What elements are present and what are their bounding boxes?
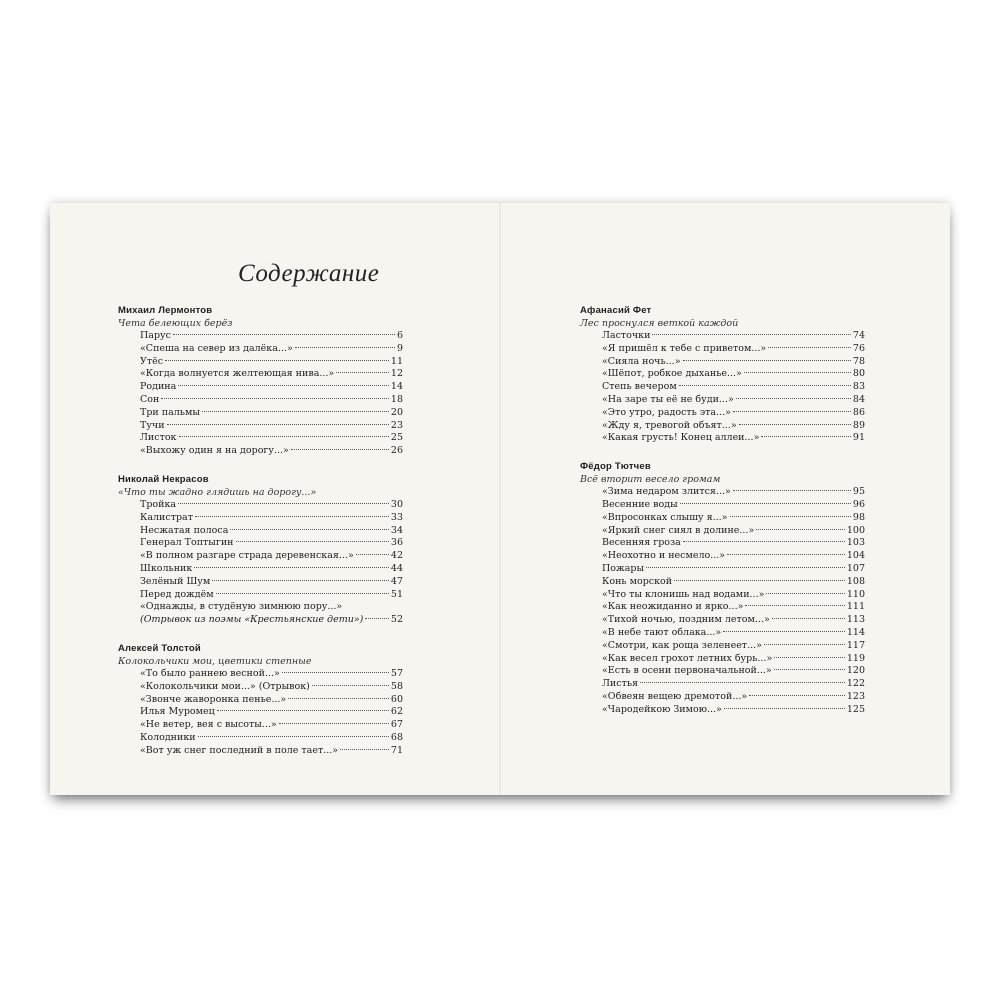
page-number: 62: [390, 706, 403, 718]
entry-title: Тройка: [140, 498, 177, 510]
page-number: 104: [846, 550, 865, 562]
dot-leader: [744, 372, 851, 373]
dot-leader: [178, 385, 389, 386]
dot-leader: [730, 516, 851, 517]
toc-entry[interactable]: [580, 563, 865, 576]
entry-title: «Смотри, как роща зеленеет...»: [602, 639, 762, 651]
page-number: 44: [390, 562, 403, 574]
dot-leader: [312, 685, 389, 686]
dot-leader: [723, 631, 845, 632]
dot-leader: [733, 411, 851, 412]
dot-leader: [217, 710, 389, 711]
page-number: 95: [852, 486, 865, 498]
toc-entry[interactable]: [580, 343, 865, 356]
dot-leader: [340, 749, 389, 750]
entry-title: «Впросонках слышу я...»: [602, 511, 728, 523]
dot-leader: [674, 580, 845, 581]
toc-entry-note[interactable]: [118, 614, 403, 627]
cycle-title: «Что ты жадно глядишь на дорогу...»: [118, 486, 317, 498]
toc-entry[interactable]: [118, 550, 403, 563]
toc-entry[interactable]: [580, 499, 865, 512]
page-number: 122: [846, 678, 865, 690]
page-number: 103: [846, 537, 865, 549]
toc-entry[interactable]: [580, 537, 865, 550]
dot-leader: [679, 385, 851, 386]
page-number: 84: [852, 393, 865, 405]
dot-leader: [724, 708, 845, 709]
toc-entry[interactable]: [580, 704, 865, 717]
page-number: 33: [390, 511, 403, 523]
toc-entry[interactable]: [118, 563, 403, 576]
page-number: 51: [390, 588, 403, 600]
toc-entry[interactable]: [118, 589, 403, 602]
toc-entry[interactable]: [580, 394, 865, 407]
cycle-title: Лес проснулся веткой каждой: [580, 318, 739, 329]
dot-leader: [761, 436, 851, 437]
entry-title: «Выхожу один я на дорогу...»: [140, 445, 289, 457]
toc-entry[interactable]: [118, 445, 403, 458]
entry-title: «Звонче жаворонка пенье...»: [140, 693, 287, 705]
toc-entry[interactable]: [118, 432, 403, 445]
toc-entry[interactable]: [118, 499, 403, 512]
entry-title: «Не ветер, вея с высоты...»: [140, 719, 277, 731]
entry-title: «В небе тают облака...»: [602, 626, 722, 638]
entry-title: «Обвеян вещею дремотой...»: [602, 690, 748, 702]
toc-left-column: [118, 304, 403, 773]
page-number: 113: [846, 614, 865, 626]
entry-title: Калистрат: [140, 511, 193, 523]
toc-entry[interactable]: [118, 420, 403, 433]
toc-entry[interactable]: [118, 668, 403, 681]
entry-title: «Однажды, в студёную зимнюю пору...»: [140, 601, 343, 613]
entry-title: «Спеша на север из далёка...»: [140, 342, 293, 354]
page-number: 26: [390, 445, 403, 457]
toc-entry[interactable]: [118, 694, 403, 707]
dot-leader: [336, 372, 389, 373]
page-number: 20: [390, 406, 403, 418]
toc-entry[interactable]: [118, 601, 403, 614]
page-number: 12: [390, 368, 403, 380]
entry-title: «Жду я, тревогой объят...»: [602, 419, 737, 431]
page-number: 123: [846, 690, 865, 702]
page-number: 18: [390, 393, 403, 405]
page-number: 100: [846, 524, 865, 536]
dot-leader: [749, 695, 845, 696]
toc-entry[interactable]: [580, 512, 865, 525]
dot-leader: [198, 736, 389, 737]
dot-leader: [772, 618, 845, 619]
dot-leader: [756, 529, 845, 530]
dot-leader: [356, 554, 389, 555]
dot-leader: [236, 541, 389, 542]
entry-title: Парус: [140, 330, 171, 341]
page-number: 30: [390, 498, 403, 510]
page-number: 78: [852, 355, 865, 367]
dot-leader: [291, 449, 389, 450]
page-number: 47: [390, 575, 403, 587]
dot-leader: [745, 605, 844, 606]
page-number: 96: [852, 498, 865, 510]
entry-title: «То было раннею весной...»: [140, 667, 280, 679]
page-number: 108: [846, 575, 865, 587]
toc-section: [118, 473, 403, 627]
entry-title: «Тихой ночью, поздним летом...»: [602, 614, 770, 626]
author-name: Николай Некрасов: [118, 473, 209, 485]
page-title: Содержание: [238, 260, 380, 287]
entry-title: Зелёный Шум: [140, 575, 211, 587]
page-number: 91: [852, 432, 865, 444]
page-number: 107: [846, 562, 865, 574]
page-number: 67: [390, 719, 403, 731]
dot-leader: [216, 593, 389, 594]
entry-title: «Зима недаром злится...»: [602, 486, 731, 498]
toc-entry[interactable]: [580, 640, 865, 653]
page-number: 119: [846, 652, 865, 664]
dot-leader: [733, 490, 851, 491]
toc-entry[interactable]: [580, 407, 865, 420]
page-number: 76: [852, 342, 865, 354]
toc-right-column: [580, 304, 865, 732]
entry-title: Перед дождём: [140, 588, 214, 600]
entry-title: Листок: [140, 432, 177, 444]
author-name: Афанасий Фет: [580, 305, 652, 316]
dot-leader: [736, 398, 851, 399]
page-number: 11: [390, 355, 403, 367]
entry-title: Школьник: [140, 562, 193, 574]
dot-leader: [683, 541, 845, 542]
page-number: 58: [390, 680, 403, 692]
entry-title: Тучи: [140, 419, 165, 431]
page-number: 14: [390, 381, 403, 393]
dot-leader: [179, 436, 389, 437]
page-number: 74: [852, 330, 865, 341]
entry-title: Колодники: [140, 731, 196, 743]
cycle-title: Колокольчики мои, цветики степные: [118, 655, 312, 667]
toc-entry[interactable]: [118, 732, 403, 745]
toc-entry[interactable]: [580, 420, 865, 433]
toc-entry[interactable]: [118, 407, 403, 420]
entry-title: «Я пришёл к тебе с приветом...»: [602, 342, 767, 354]
toc-entry[interactable]: [580, 589, 865, 602]
entry-title: «Это утро, радость эта...»: [602, 406, 731, 418]
toc-entry[interactable]: [580, 665, 865, 678]
dot-leader: [230, 529, 389, 530]
entry-title: Илья Муромец: [140, 706, 215, 718]
toc-entry[interactable]: [118, 576, 403, 589]
toc-entry[interactable]: [580, 550, 865, 563]
page-number: 9: [396, 342, 403, 354]
dot-leader: [774, 669, 845, 670]
dot-leader: [173, 334, 395, 335]
dot-leader: [683, 360, 851, 361]
page-number: 83: [852, 381, 865, 393]
toc-entry[interactable]: [118, 512, 403, 525]
dot-leader: [282, 672, 389, 673]
entry-title: «Колокольчики мои...» (Отрывок): [140, 680, 310, 692]
entry-title: Ласточки: [602, 330, 651, 341]
entry-title: Конь морской: [602, 575, 673, 587]
entry-title: Сон: [140, 393, 160, 405]
page-number: 120: [846, 665, 865, 677]
dot-leader: [288, 698, 389, 699]
dot-leader: [727, 554, 845, 555]
toc-entry[interactable]: [118, 681, 403, 694]
toc-entry[interactable]: [580, 368, 865, 381]
dot-leader: [279, 723, 389, 724]
dot-leader: [680, 503, 851, 504]
entry-title: «Неохотно и несмело...»: [602, 550, 726, 562]
toc-section: [580, 304, 865, 445]
entry-title: «Шёпот, робкое дыханье...»: [602, 368, 742, 380]
page-number: 6: [396, 330, 403, 341]
page-number: 25: [390, 432, 403, 444]
toc-entry[interactable]: [118, 745, 403, 758]
toc-entry[interactable]: [580, 432, 865, 445]
page-number: 80: [852, 368, 865, 380]
toc-entry[interactable]: [118, 719, 403, 732]
page-number: 117: [846, 639, 865, 651]
author-name: Алексей Толстой: [118, 642, 201, 654]
entry-title: Весенняя гроза: [602, 537, 681, 549]
entry-title: «Вот уж снег последний в поле тает...»: [140, 744, 339, 756]
entry-title: «Как неожиданно и ярко...»: [602, 601, 744, 613]
page-number: 86: [852, 406, 865, 418]
dot-leader: [195, 516, 389, 517]
page-number: 42: [390, 550, 403, 562]
toc-entry[interactable]: [580, 614, 865, 627]
toc-entry[interactable]: [118, 330, 403, 343]
entry-title: (Отрывок из поэмы «Крестьянские дети»): [140, 614, 364, 626]
toc-entry[interactable]: [580, 525, 865, 538]
toc-entry[interactable]: [580, 486, 865, 499]
entry-title: Весенние воды: [602, 498, 678, 510]
toc-entry[interactable]: [118, 381, 403, 394]
entry-title: Листья: [602, 678, 639, 690]
book-gutter: [499, 203, 501, 795]
dot-leader: [212, 580, 389, 581]
dot-leader: [739, 424, 851, 425]
page-number: 114: [846, 626, 865, 638]
page-number: 34: [390, 524, 403, 536]
dot-leader: [774, 657, 845, 658]
toc-section: [118, 304, 403, 458]
toc-entry[interactable]: [118, 343, 403, 356]
cycle-title: Всё вторит весело громам: [580, 474, 721, 486]
toc-section: [118, 642, 403, 758]
cycle-title: Чета белеющих берёз: [118, 318, 233, 329]
book-spread: [50, 203, 950, 795]
toc-entry[interactable]: [580, 601, 865, 614]
toc-entry[interactable]: [118, 356, 403, 369]
toc-entry[interactable]: [580, 576, 865, 589]
dot-leader: [652, 334, 850, 335]
page-number: 57: [390, 667, 403, 679]
page-number: 52: [390, 614, 403, 626]
entry-title: Родина: [140, 381, 177, 393]
page-number: 98: [852, 511, 865, 523]
entry-title: Несжатая полоса: [140, 524, 229, 536]
dot-leader: [646, 567, 845, 568]
entry-title: Утёс: [140, 355, 164, 367]
toc-entry[interactable]: [580, 330, 865, 343]
page-number: 68: [390, 731, 403, 743]
toc-entry[interactable]: [118, 368, 403, 381]
dot-leader: [365, 618, 389, 619]
toc-section: [580, 460, 865, 716]
toc-entry[interactable]: [580, 381, 865, 394]
entry-title: «В полном разгаре страда деревенская...»: [140, 550, 354, 562]
toc-entry[interactable]: [118, 394, 403, 407]
entry-title: «Сияла ночь...»: [602, 355, 681, 367]
dot-leader: [161, 398, 389, 399]
toc-entry[interactable]: [580, 356, 865, 369]
page-number: 111: [846, 601, 865, 613]
entry-title: «Чародейкою Зимою...»: [602, 703, 722, 715]
toc-entry[interactable]: [118, 537, 403, 550]
author-name: Фёдор Тютчев: [580, 461, 651, 473]
dot-leader: [768, 347, 851, 348]
entry-title: «Какая грусть! Конец аллеи...»: [602, 432, 760, 444]
dot-leader: [766, 593, 844, 594]
dot-leader: [167, 424, 389, 425]
toc-entry[interactable]: [580, 691, 865, 704]
dot-leader: [764, 644, 845, 645]
dot-leader: [295, 347, 395, 348]
dot-leader: [194, 567, 389, 568]
toc-entry[interactable]: [118, 706, 403, 719]
dot-leader: [202, 411, 389, 412]
page-number: 36: [390, 537, 403, 549]
page-number: 60: [390, 693, 403, 705]
toc-entry[interactable]: [118, 525, 403, 538]
page-number: 89: [852, 419, 865, 431]
page-number: 23: [390, 419, 403, 431]
toc-entry[interactable]: [580, 627, 865, 640]
author-name: Михаил Лермонтов: [118, 305, 213, 316]
dot-leader: [640, 682, 845, 683]
entry-title: Генерал Топтыгин: [140, 537, 234, 549]
toc-entry[interactable]: [580, 653, 865, 666]
page-number: 125: [846, 703, 865, 715]
page-number: 71: [390, 744, 403, 756]
entry-title: «На заре ты её не буди...»: [602, 393, 734, 405]
dot-leader: [178, 503, 389, 504]
entry-title: «Как весел грохот летних бурь...»: [602, 652, 773, 664]
page-number: 110: [846, 588, 865, 600]
entry-title: «Когда волнуется желтеющая нива...»: [140, 368, 335, 380]
entry-title: Пожары: [602, 562, 645, 574]
entry-title: Степь вечером: [602, 381, 677, 393]
entry-title: Три пальмы: [140, 406, 200, 418]
entry-title: «Что ты клонишь над водами...»: [602, 588, 765, 600]
toc-entry[interactable]: [580, 678, 865, 691]
entry-title: «Яркий снег сиял в долине...»: [602, 524, 755, 536]
entry-title: «Есть в осени первоначальной...»: [602, 665, 772, 677]
dot-leader: [165, 360, 389, 361]
